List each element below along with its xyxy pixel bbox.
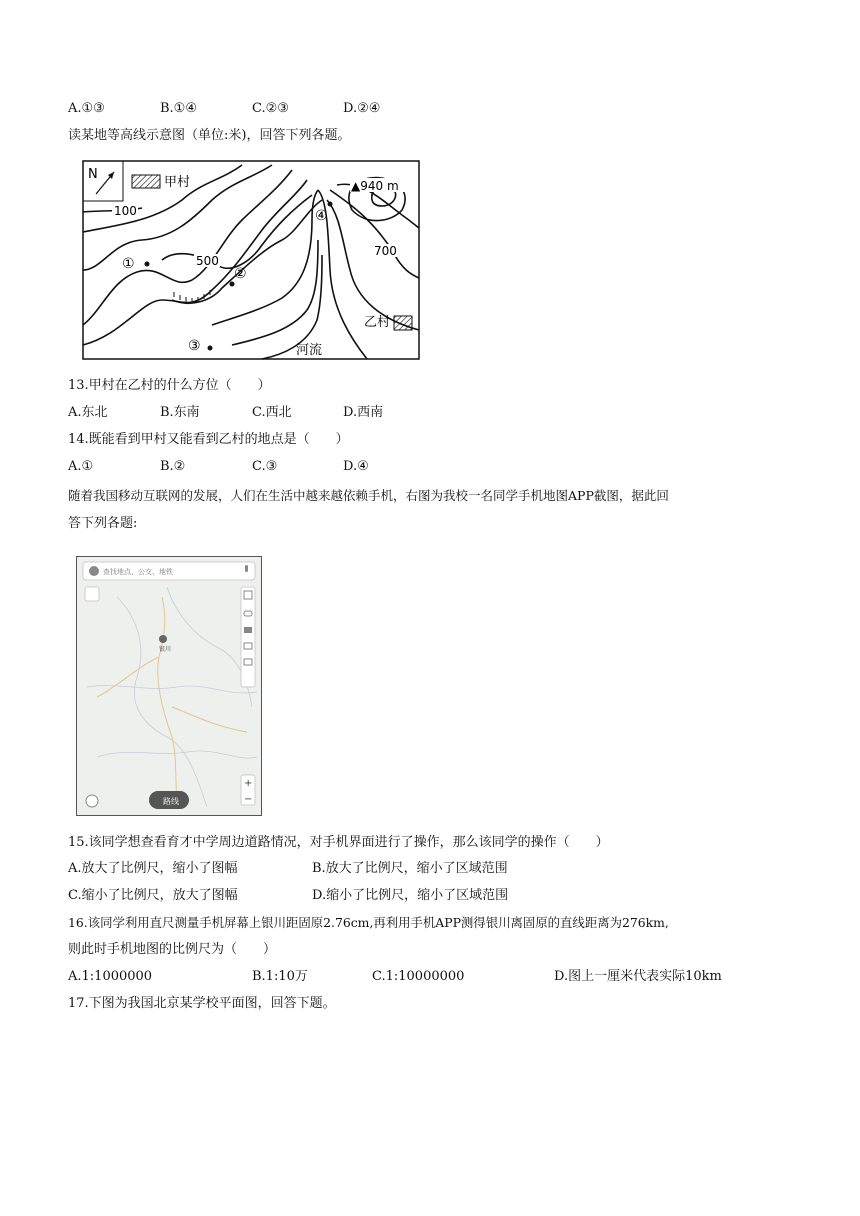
phone-intro-line1: 随着我国移动互联网的发展，人们在生活中越来越依赖手机，右图为我校一名同学手机地图APP截图，据此回: [68, 488, 669, 503]
point-1-label: ①: [122, 256, 135, 272]
q12-option-c: C.②③: [252, 101, 289, 116]
q16-stem-line2: 则此时手机地图的比例尺为（ ）: [68, 942, 277, 957]
q13-option-c: C.西北: [252, 405, 292, 420]
point-1-marker: [145, 262, 150, 267]
contour-intro: 读某地等高线示意图（单位:米)，回答下列各题。: [68, 128, 351, 143]
point-4-marker: [328, 202, 333, 207]
q15-option-c: C.缩小了比例尺，放大了图幅: [68, 888, 238, 903]
phone-map-svg: [77, 557, 261, 815]
contour-label-100: 100: [114, 204, 137, 218]
village-b-label: 乙村: [364, 315, 391, 330]
q13-option-d: D.西南: [343, 405, 384, 420]
q13-option-a: A.东北: [68, 405, 108, 420]
point-3-marker: [208, 346, 213, 351]
point-3-label: ③: [188, 338, 201, 354]
q16-option-a: A.1:1000000: [68, 969, 153, 984]
q13-stem: 13.甲村在乙村的什么方位（ ）: [68, 378, 271, 393]
peak-label: ▲940 m: [351, 179, 399, 193]
car-icon[interactable]: [244, 627, 252, 633]
q12-option-d: D.②④: [343, 101, 381, 116]
q15-option-b: B.放大了比例尺，缩小了区域范围: [312, 861, 508, 876]
q14-option-d: D.④: [343, 459, 369, 474]
right-controls: [241, 587, 255, 687]
q15-option-d: D.缩小了比例尺，缩小了区域范围: [312, 888, 509, 903]
point-2-marker: [230, 282, 235, 287]
contour-map-svg: [82, 160, 420, 360]
q16-stem-line1: 16.该同学利用直尺测量手机屏幕上银川距固原2.76cm,再利用手机APP测得银川离固原的直线距离为276km,: [68, 915, 669, 930]
q13-option-b: B.东南: [160, 405, 200, 420]
zoom-in-icon[interactable]: +: [244, 778, 253, 789]
point-4-label: ④: [315, 208, 328, 224]
q12-option-b: B.①④: [160, 101, 197, 116]
phone-map-screenshot: [76, 556, 262, 816]
point-2-label: ②: [234, 266, 247, 282]
q16-option-d: D.图上一厘米代表实际10km: [554, 969, 722, 984]
user-avatar-icon[interactable]: [89, 566, 99, 576]
phone-intro-line2: 答下列各题:: [68, 516, 138, 531]
q14-stem: 14.既能看到甲村又能看到乙村的地点是（ ）: [68, 432, 349, 447]
river-label: 河流: [296, 343, 323, 358]
zoom-out-icon[interactable]: −: [244, 794, 253, 805]
locate-icon[interactable]: [86, 795, 98, 807]
message-icon[interactable]: [85, 587, 99, 601]
location-marker-icon: [159, 635, 167, 643]
q14-option-c: C.③: [252, 459, 278, 474]
village-a-label: 甲村: [164, 175, 191, 190]
q17-stem: 17.下图为我国北京某学校平面图，回答下题。: [68, 996, 336, 1011]
village-b-icon: [394, 316, 412, 330]
route-button-label: 路线: [163, 797, 179, 806]
contour-label-700: 700: [374, 244, 397, 258]
q14-option-a: A.①: [68, 459, 94, 474]
mic-icon[interactable]: [245, 565, 248, 572]
q16-option-c: C.1:10000000: [372, 969, 465, 984]
contour-map: [82, 160, 420, 360]
city-label: 银川: [159, 646, 172, 653]
q14-option-b: B.②: [160, 459, 186, 474]
q16-option-b: B.1:10万: [252, 969, 308, 984]
q15-stem: 15.该同学想查看育才中学周边道路情况，对手机界面进行了操作，那么该同学的操作（ ）: [68, 835, 609, 850]
map-search-placeholder: 查找地点、公交、地铁: [103, 568, 173, 576]
contour-label-500: 500: [196, 254, 219, 268]
q15-option-a: A.放大了比例尺，缩小了图幅: [68, 861, 238, 876]
village-a-legend-icon: [132, 175, 160, 188]
q12-option-a: A.①③: [68, 101, 105, 116]
north-label: N: [88, 167, 98, 182]
